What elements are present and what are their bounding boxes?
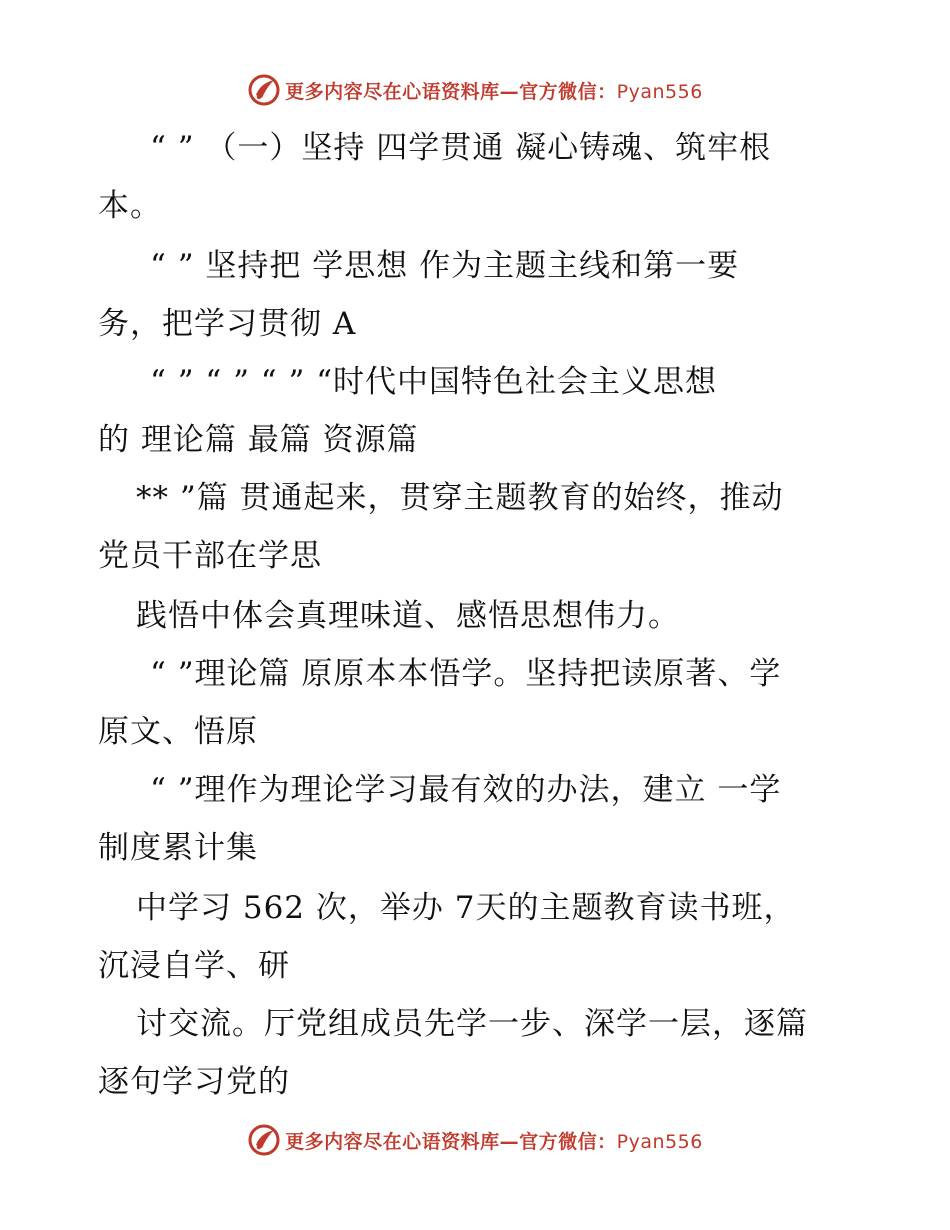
body-line: 中学习 562 次，举办 7天的主题教育读书班， [136,890,796,926]
logo-icon [247,73,281,107]
header-banner-text [285,77,703,104]
footer-banner-label: 更多内容尽在心语资料库—官方微信： [285,1130,617,1153]
logo-icon [247,1123,281,1157]
body-line: 党员干部在学思 [98,538,322,574]
footer-banner-text [285,1127,703,1154]
body-line: 践悟中体会真理味道、感悟思想伟力。 [136,598,680,634]
body-line: 的 理论篇 最篇 资源篇 [98,422,419,458]
body-line: ** ”篇 贯通起来，贯穿主题教育的始终，推动 [136,480,784,516]
body-line: “ ” “ ” “ ” “时代中国特色社会主义思想 [150,364,718,400]
header-banner-handle: Pyan556 [616,80,703,103]
header-banner [0,68,950,112]
body-line: “ ” （一）坚持 四学贯通 凝心铸魂、筑牢根 [150,130,772,166]
body-line: 本。 [98,188,162,224]
footer-banner [0,1118,950,1162]
body-line: 讨交流。厅党组成员先学一步、深学一层，逐篇 [136,1006,808,1042]
body-line: 制度累计集 [98,830,258,866]
body-line: “ ”理论篇 原原本本悟学。坚持把读原著、学 [150,656,782,692]
body-line: 务，把学习贯彻 A [98,306,357,342]
body-line: 原文、悟原 [98,714,258,750]
header-banner-label: 更多内容尽在心语资料库—官方微信： [285,80,617,103]
body-line: “ ” 坚持把 学思想 作为主题主线和第一要 [150,248,740,284]
footer-banner-handle: Pyan556 [616,1130,703,1153]
body-line: 逐句学习党的 [98,1064,290,1100]
body-line: “ ”理作为理论学习最有效的办法，建立 一学 [150,772,782,808]
body-line: 沉浸自学、研 [98,948,290,984]
